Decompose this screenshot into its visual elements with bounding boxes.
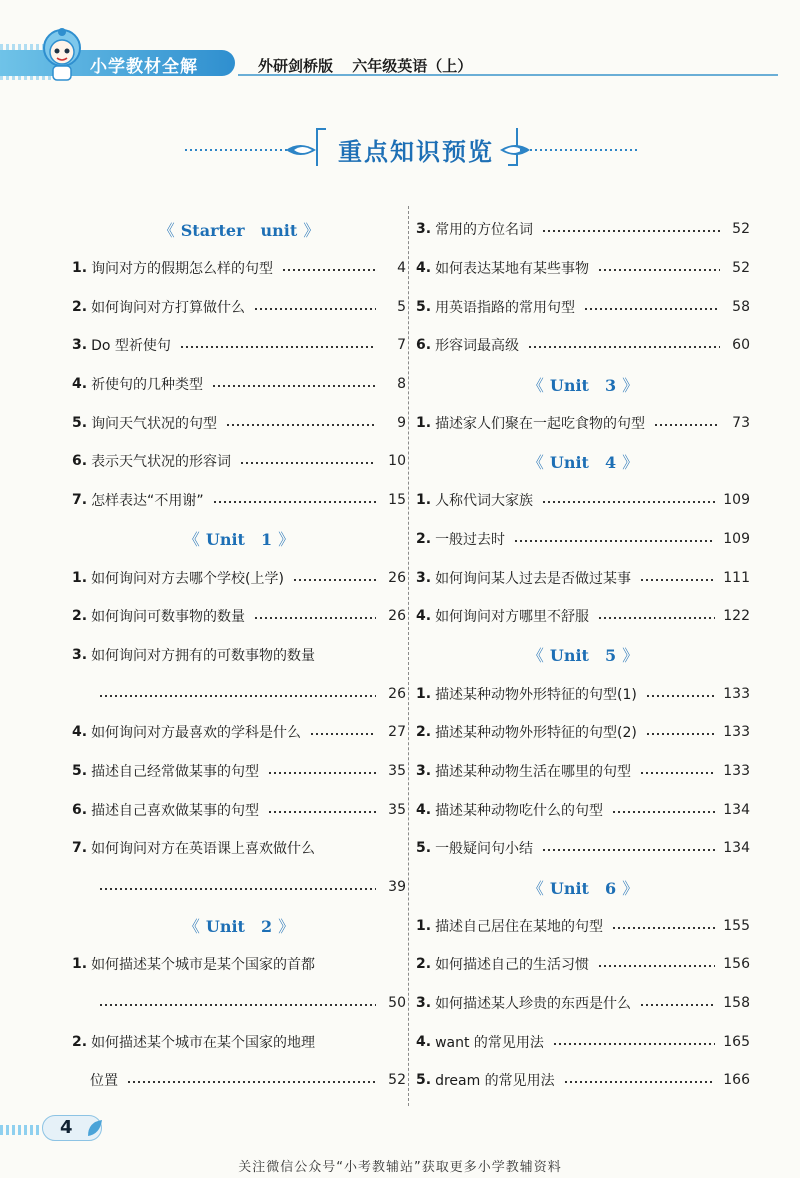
leaf-icon — [86, 1118, 104, 1138]
item-text: 如何询问某人过去是否做过某事 — [435, 570, 632, 587]
toc-item — [72, 365, 406, 404]
toc-item — [72, 1022, 406, 1061]
item-text: 如何询问可数事物的数量 — [91, 609, 246, 626]
page-ref: 35 — [388, 801, 406, 818]
item-number: 5. — [416, 840, 432, 857]
dot-leader — [283, 269, 376, 271]
item-number: 3. — [416, 221, 432, 238]
toc-continuation — [72, 984, 406, 1023]
page-ref: 58 — [732, 298, 750, 315]
toc-continuation — [72, 1061, 406, 1100]
unit-heading — [416, 442, 750, 481]
item-number: 1. — [416, 917, 432, 934]
toc-item — [72, 829, 406, 868]
dot-leader — [100, 888, 376, 890]
dot-leader — [269, 811, 376, 813]
dot-leader — [613, 811, 715, 813]
item-number: 6. — [416, 337, 432, 354]
item-number: 1. — [416, 685, 432, 702]
dot-leader — [565, 1081, 716, 1083]
page-ref: 52 — [388, 1072, 406, 1089]
dot-leader — [613, 927, 715, 929]
dot-leader — [515, 540, 715, 542]
toc-item — [416, 558, 750, 597]
toc-item — [72, 636, 406, 675]
section-heading — [0, 128, 800, 172]
page-ref: 15 — [388, 492, 406, 509]
dot-leader — [269, 772, 376, 774]
unit-mark-left: 《 — [183, 530, 200, 550]
dot-leader — [181, 346, 376, 348]
unit-label: Unit 4 — [549, 452, 617, 472]
page-ref: 10 — [388, 453, 406, 470]
toc-item — [416, 984, 750, 1023]
item-text: 如何询问对方哪里不舒服 — [435, 609, 590, 626]
dot-leader — [647, 733, 715, 735]
unit-mark-right: 》 — [622, 452, 639, 472]
page-ref: 133 — [723, 724, 750, 741]
item-number: 1. — [416, 414, 432, 431]
dots-right — [520, 149, 640, 151]
toc-item — [416, 1061, 750, 1100]
unit-mark-right: 》 — [303, 220, 320, 240]
item-number: 2. — [72, 608, 88, 625]
item-number: 2. — [72, 298, 88, 315]
page-ref: 60 — [732, 337, 750, 354]
page-ref: 9 — [397, 414, 406, 431]
toc-item — [72, 249, 406, 288]
toc-item — [72, 326, 406, 365]
item-number: 4. — [72, 376, 88, 393]
dot-leader — [647, 695, 715, 697]
item-text: 如何描述某人珍贵的东西是什么 — [435, 996, 632, 1013]
bracket-left — [316, 128, 326, 166]
dot-leader — [213, 385, 376, 387]
unit-label: Unit 5 — [549, 646, 617, 666]
toc-item — [416, 520, 750, 559]
unit-mark-left: 《 — [527, 375, 544, 395]
page-ref: 122 — [723, 608, 750, 625]
dot-leader — [100, 1004, 376, 1006]
dot-leader — [294, 579, 376, 581]
toc-item — [72, 597, 406, 636]
dot-leader — [641, 579, 715, 581]
dot-leader — [529, 346, 720, 348]
page-ref: 5 — [397, 298, 406, 315]
item-number: 6. — [72, 453, 88, 470]
toc-item — [416, 829, 750, 868]
toc-item — [416, 945, 750, 984]
page-ref: 27 — [388, 724, 406, 741]
page-ref: 26 — [388, 608, 406, 625]
toc-item — [72, 287, 406, 326]
item-number: 3. — [416, 995, 432, 1012]
item-text: 描述自己喜欢做某事的句型 — [91, 802, 260, 819]
unit-heading — [72, 210, 406, 249]
dot-leader — [554, 1043, 715, 1045]
brand-title: 小学教材全解 — [90, 57, 198, 77]
toc-item — [72, 713, 406, 752]
dot-leader — [241, 462, 376, 464]
item-number: 2. — [416, 530, 432, 547]
toc-item — [416, 287, 750, 326]
unit-mark-left: 《 — [527, 878, 544, 898]
item-text: Do 型祈使句 — [91, 338, 171, 355]
item-text: 一般疑问句小结 — [435, 841, 534, 858]
unit-label: Unit 2 — [205, 917, 273, 937]
page-ref: 52 — [732, 260, 750, 277]
item-text: 怎样表达“不用谢” — [91, 493, 204, 510]
toc-item — [72, 558, 406, 597]
toc-item — [72, 442, 406, 481]
item-number: 4. — [416, 260, 432, 277]
item-text: 如何描述某个城市是某个国家的首都 — [91, 957, 316, 974]
item-text: 如何询问对方最喜欢的学科是什么 — [91, 725, 302, 742]
dot-leader — [585, 308, 720, 310]
toc-item — [416, 790, 750, 829]
item-text: 如何询问对方去哪个学校(上学) — [91, 570, 284, 587]
item-text: dream 的常见用法 — [435, 1073, 555, 1090]
subject-label: 六年级英语（上） — [352, 57, 473, 75]
unit-mark-right: 》 — [278, 530, 295, 550]
unit-mark-left: 《 — [183, 917, 200, 937]
page-ref: 26 — [388, 569, 406, 586]
item-number: 1. — [72, 569, 88, 586]
toc-item — [416, 403, 750, 442]
dot-leader — [100, 695, 376, 697]
item-text: 如何询问对方拥有的可数事物的数量 — [91, 647, 316, 664]
toc-item — [416, 597, 750, 636]
item-text: 人称代词大家族 — [435, 493, 534, 510]
page-ref: 165 — [723, 1033, 750, 1050]
item-number: 4. — [416, 608, 432, 625]
item-text: 描述某种动物生活在哪里的句型 — [435, 763, 632, 780]
item-text: 如何表达某地有某些事物 — [435, 261, 590, 278]
item-number: 5. — [72, 762, 88, 779]
unit-mark-right: 》 — [622, 375, 639, 395]
unit-mark-left: 《 — [158, 220, 175, 240]
toc-item — [416, 326, 750, 365]
item-number: 5. — [72, 414, 88, 431]
toc-item — [72, 403, 406, 442]
unit-mark-right: 》 — [622, 646, 639, 666]
page-ref: 133 — [723, 685, 750, 702]
footer-note: 关注微信公众号“小考教辅站”获取更多小学教辅资料 — [238, 1160, 562, 1175]
toc-continuation — [72, 868, 406, 907]
page-ref: 50 — [388, 995, 406, 1012]
dot-leader — [599, 617, 715, 619]
toc-item — [416, 249, 750, 288]
page-ref: 166 — [723, 1072, 750, 1089]
page-number: 4 — [60, 1117, 73, 1138]
page-ref: 73 — [732, 414, 750, 431]
page-ref: 7 — [397, 337, 406, 354]
toc-item — [416, 906, 750, 945]
item-text: 如何询问对方在英语课上喜欢做什么 — [91, 841, 316, 858]
footer-stripes — [0, 1125, 40, 1135]
unit-label: Starter unit — [180, 220, 298, 240]
dot-leader — [599, 965, 715, 967]
item-number: 4. — [416, 1033, 432, 1050]
dot-leader — [641, 772, 715, 774]
item-text: 常用的方位名词 — [435, 222, 534, 239]
swirl-left-icon — [282, 138, 318, 162]
dot-leader — [655, 424, 720, 426]
page-ref: 109 — [723, 530, 750, 547]
toc-left-column — [72, 210, 406, 1100]
unit-heading — [72, 906, 406, 945]
toc-item — [416, 674, 750, 713]
page-header — [0, 0, 800, 100]
item-text: 描述某种动物外形特征的句型(1) — [435, 686, 637, 703]
item-text: 用英语指路的常用句型 — [435, 299, 576, 316]
item-number: 4. — [416, 801, 432, 818]
page-ref: 8 — [397, 376, 406, 393]
dot-leader — [128, 1081, 376, 1083]
unit-heading — [416, 636, 750, 675]
item-text: 询问对方的假期怎么样的句型 — [91, 261, 274, 278]
page-ref: 134 — [723, 801, 750, 818]
dot-leader — [311, 733, 376, 735]
unit-heading — [416, 868, 750, 907]
item-number: 2. — [416, 956, 432, 973]
section-title: 重点知识预览 — [338, 138, 494, 166]
toc-item — [416, 713, 750, 752]
item-text: 如何询问对方打算做什么 — [91, 299, 246, 316]
item-text: 描述某种动物吃什么的句型 — [435, 802, 604, 819]
item-number: 2. — [72, 1033, 88, 1050]
unit-label: Unit 3 — [549, 375, 617, 395]
item-number: 3. — [72, 337, 88, 354]
page-ref: 26 — [388, 685, 406, 702]
toc-item — [416, 481, 750, 520]
dot-leader — [543, 230, 720, 232]
dot-leader — [599, 269, 720, 271]
unit-heading — [72, 520, 406, 559]
page-ref: 4 — [397, 260, 406, 277]
toc-item — [416, 752, 750, 791]
toc-item — [416, 1022, 750, 1061]
toc-continuation — [72, 674, 406, 713]
item-number: 3. — [416, 762, 432, 779]
unit-label: Unit 6 — [549, 878, 617, 898]
item-number: 3. — [72, 646, 88, 663]
page-ref: 158 — [723, 995, 750, 1012]
mascot-icon — [38, 28, 86, 86]
page-ref: 133 — [723, 762, 750, 779]
item-number: 1. — [72, 956, 88, 973]
dot-leader — [641, 1004, 715, 1006]
page-ref: 35 — [388, 762, 406, 779]
item-number: 3. — [416, 569, 432, 586]
item-text: 祈使句的几种类型 — [91, 377, 204, 394]
unit-mark-right: 》 — [278, 917, 295, 937]
toc-item — [72, 752, 406, 791]
page-ref: 111 — [723, 569, 750, 586]
edition-label: 外研剑桥版 — [258, 57, 334, 75]
item-number: 7. — [72, 840, 88, 857]
item-number: 1. — [416, 492, 432, 509]
page-ref: 155 — [723, 917, 750, 934]
item-number: 2. — [416, 724, 432, 741]
item-number: 7. — [72, 492, 88, 509]
dot-leader — [227, 424, 376, 426]
item-number: 1. — [72, 260, 88, 277]
unit-heading — [416, 365, 750, 404]
item-text: 描述自己居住在某地的句型 — [435, 918, 604, 935]
unit-mark-right: 》 — [622, 878, 639, 898]
item-number: 6. — [72, 801, 88, 818]
item-text: want 的常见用法 — [435, 1034, 544, 1051]
item-text: 表示天气状况的形容词 — [91, 454, 232, 471]
item-text: 如何描述某个城市在某个国家的地理 — [91, 1034, 316, 1051]
item-text: 描述家人们聚在一起吃食物的句型 — [435, 415, 646, 432]
toc-item — [72, 481, 406, 520]
column-divider — [408, 206, 409, 1106]
dot-leader — [543, 501, 715, 503]
item-text: 一般过去时 — [435, 531, 506, 548]
item-number: 4. — [72, 724, 88, 741]
unit-mark-left: 《 — [527, 646, 544, 666]
header-meta — [258, 55, 486, 76]
page-ref: 52 — [732, 221, 750, 238]
item-number: 5. — [416, 298, 432, 315]
toc-item — [72, 945, 406, 984]
item-number: 5. — [416, 1072, 432, 1089]
item-text: 形容词最高级 — [435, 338, 520, 355]
page-ref: 156 — [723, 956, 750, 973]
item-text: 位置 — [90, 1073, 118, 1090]
page-ref: 39 — [388, 879, 406, 896]
unit-mark-left: 《 — [527, 452, 544, 472]
dot-leader — [255, 308, 376, 310]
item-text: 询问天气状况的句型 — [91, 415, 218, 432]
item-text: 描述自己经常做某事的句型 — [91, 763, 260, 780]
toc-right-column — [416, 210, 750, 1100]
unit-label: Unit 1 — [205, 530, 273, 550]
item-text: 描述某种动物外形特征的句型(2) — [435, 725, 637, 742]
page-ref: 134 — [723, 840, 750, 857]
dot-leader — [214, 501, 376, 503]
dot-leader — [543, 849, 715, 851]
page-ref: 109 — [723, 492, 750, 509]
item-text: 如何描述自己的生活习惯 — [435, 957, 590, 974]
toc-item — [416, 210, 750, 249]
toc-item — [72, 790, 406, 829]
dot-leader — [255, 617, 376, 619]
